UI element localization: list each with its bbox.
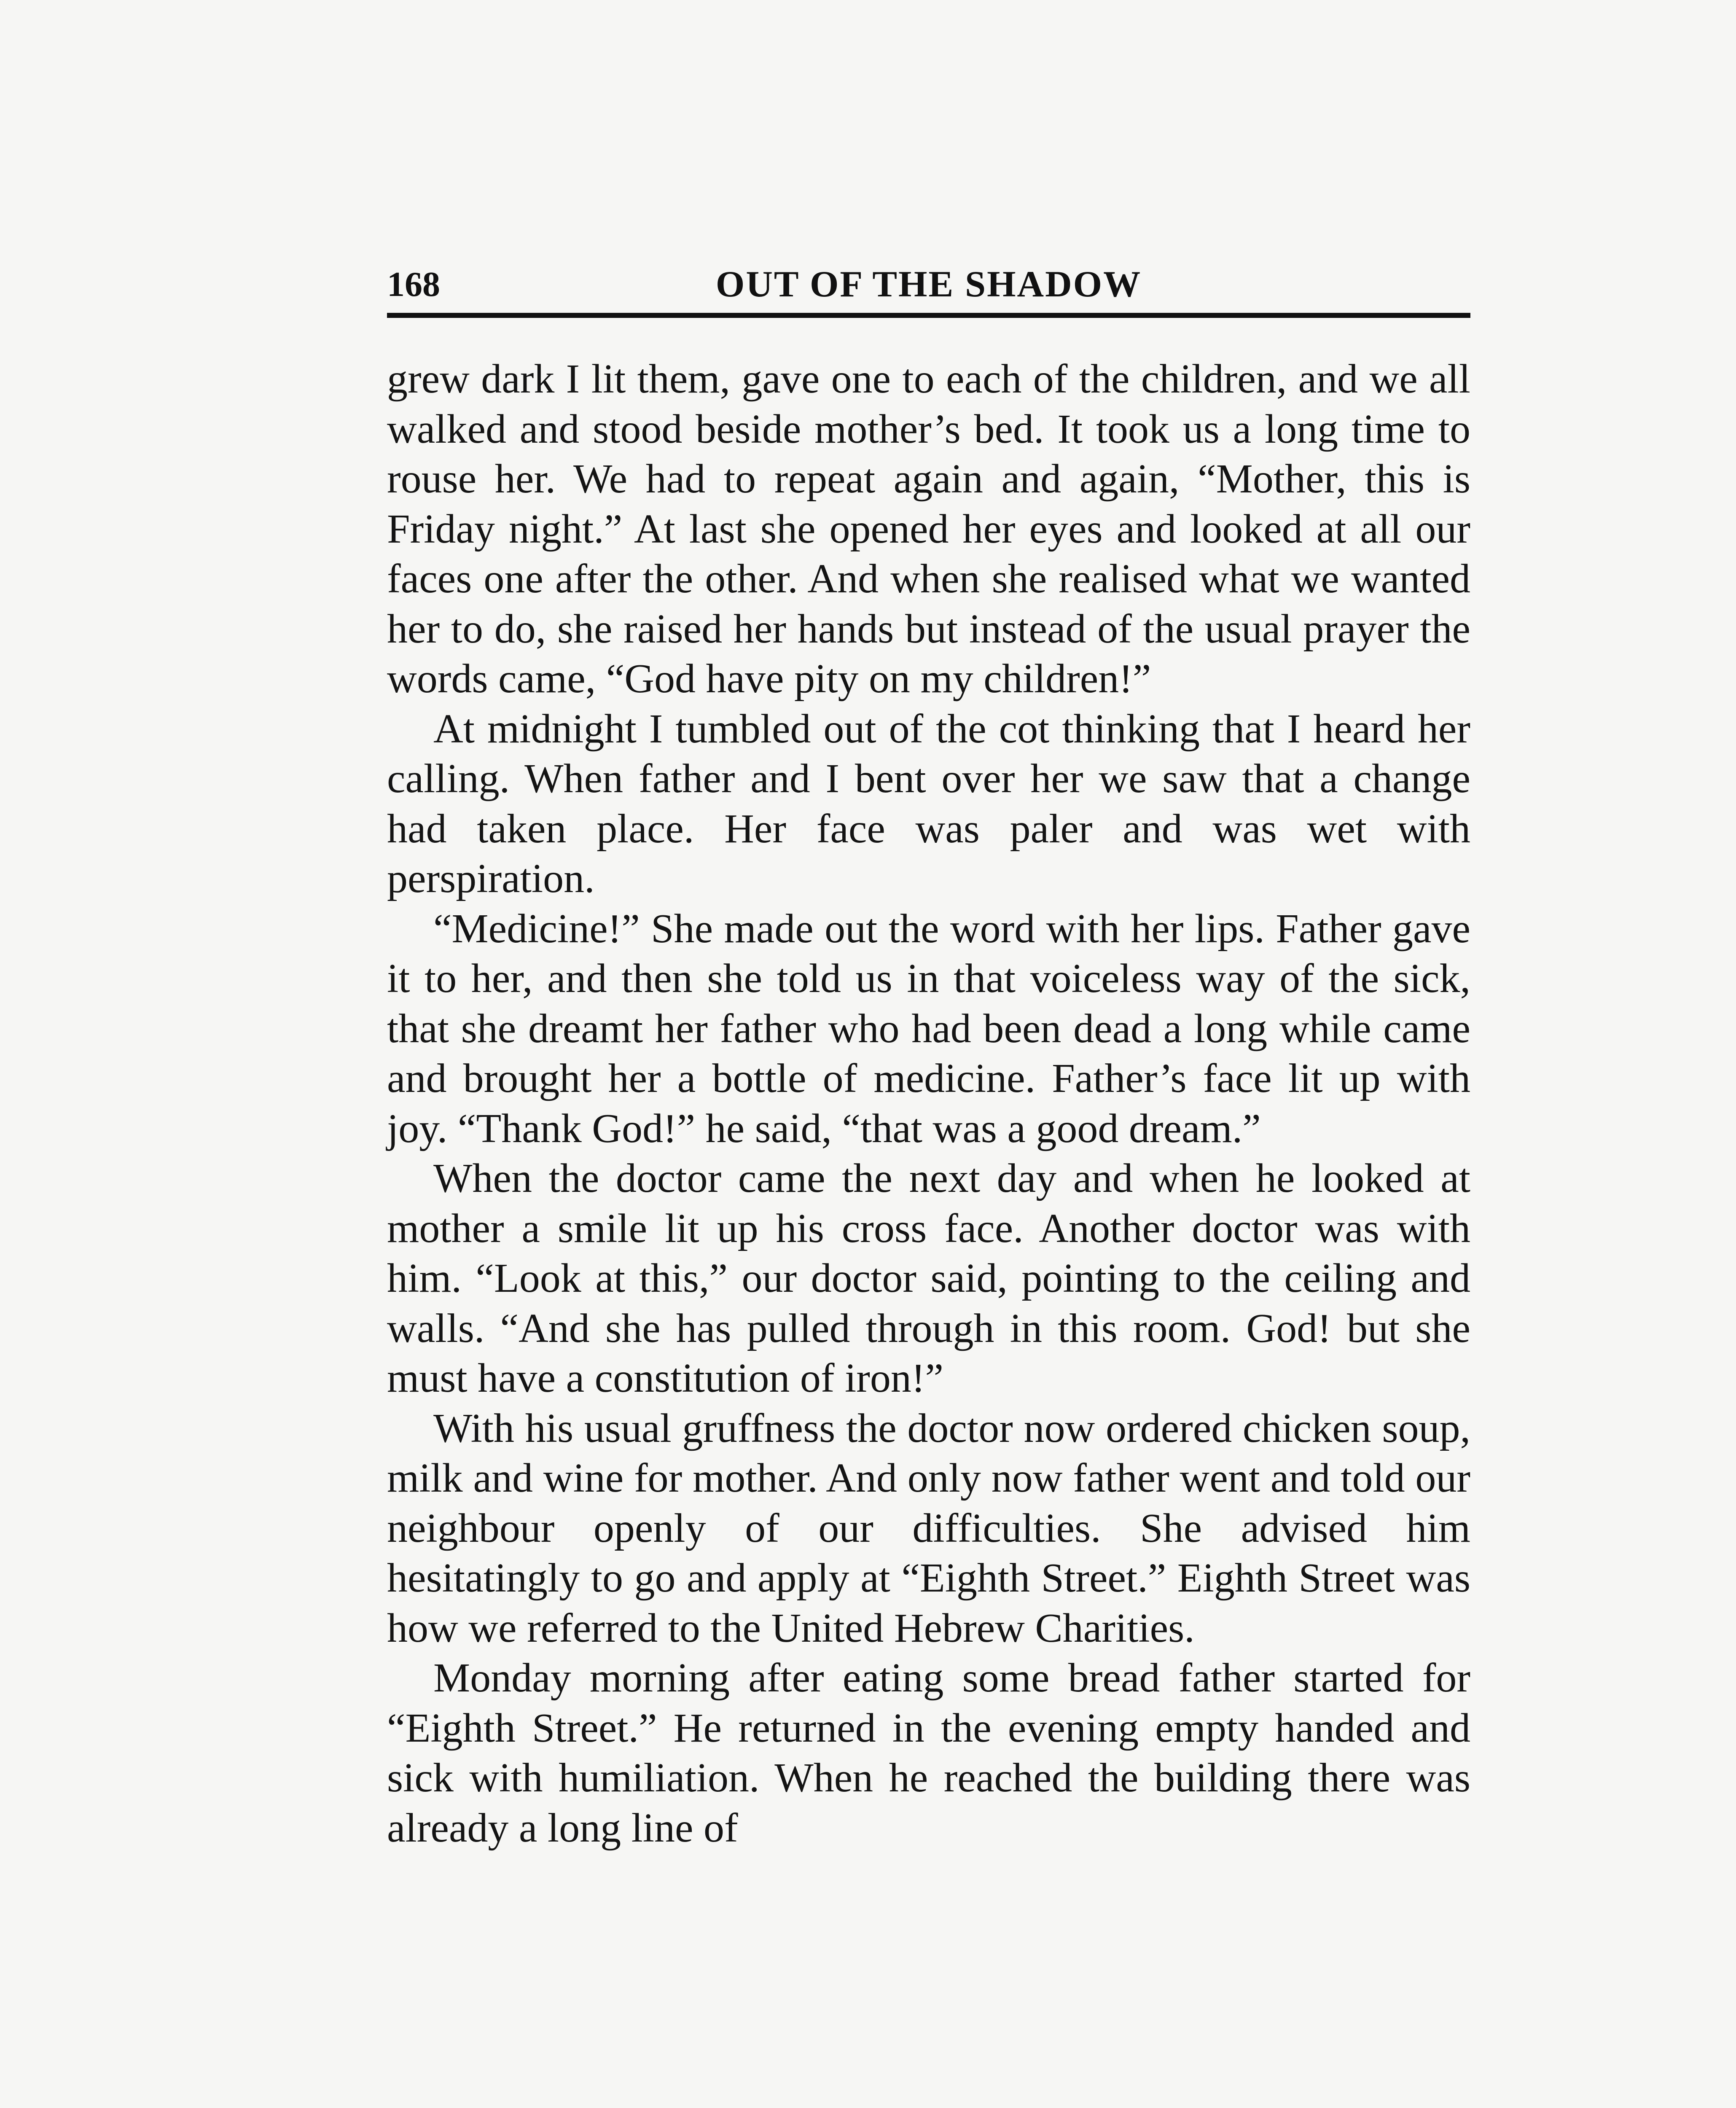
page-number: 168	[387, 265, 440, 304]
paragraph-5: With his usual gruffness the doctor now ordered chicken soup, milk and wine for mother. And only now father went and told our neighbour openly of our difficulties. She advised him hesitatingly to go and apply at “Eighth Street.” Eighth Street was how we referred to the United Hebrew Charities.	[387, 1405, 1470, 1651]
paragraph-2: At midnight I tumbled out of the cot thinking that I heard her calling. When father and I bent over her we saw that a change had taken place. Her face was paler and was wet with perspiration.	[387, 706, 1470, 901]
book-title: OUT OF THE SHADOW	[715, 264, 1142, 305]
paragraph-4: When the doctor came the next day and when he looked at mother a smile lit up his cross face. Another doctor was with him. “Look at this,” our doctor said, pointing to the ceiling and walls. “And she has pulled through in this room. God! but she must have a constitution of iron!”	[387, 1156, 1470, 1401]
paragraph-3: “Medicine!” She made out the word with her lips. Father gave it to her, and then she told us in that voiceless way of the sick, that she dreamt her father who had been dead a long while came and brought her a bottle of medicine. Father’s face lit up with joy. “Thank God!” he said, “that was a good dream.”	[387, 906, 1470, 1151]
header-rule	[387, 313, 1470, 318]
body-text	[387, 354, 1470, 1853]
paragraph-6: Monday morning after eating some bread father started for “Eighth Street.” He returned in the evening empty handed and sick with humiliation. When he reached the building there was already a long line of	[387, 1655, 1470, 1851]
paragraph-1: grew dark I lit them, gave one to each of the children, and we all walked and stood beside mother’s bed. It took us a long time to rouse her. We had to repeat again and again, “Mother, this is Friday night.” At last she opened her eyes and looked at all our faces one after the other. And when she realised what we wanted her to do, she raised her hands but instead of the usual prayer the words came, “God have pity on my children!”	[387, 356, 1470, 702]
running-head	[387, 261, 1470, 308]
